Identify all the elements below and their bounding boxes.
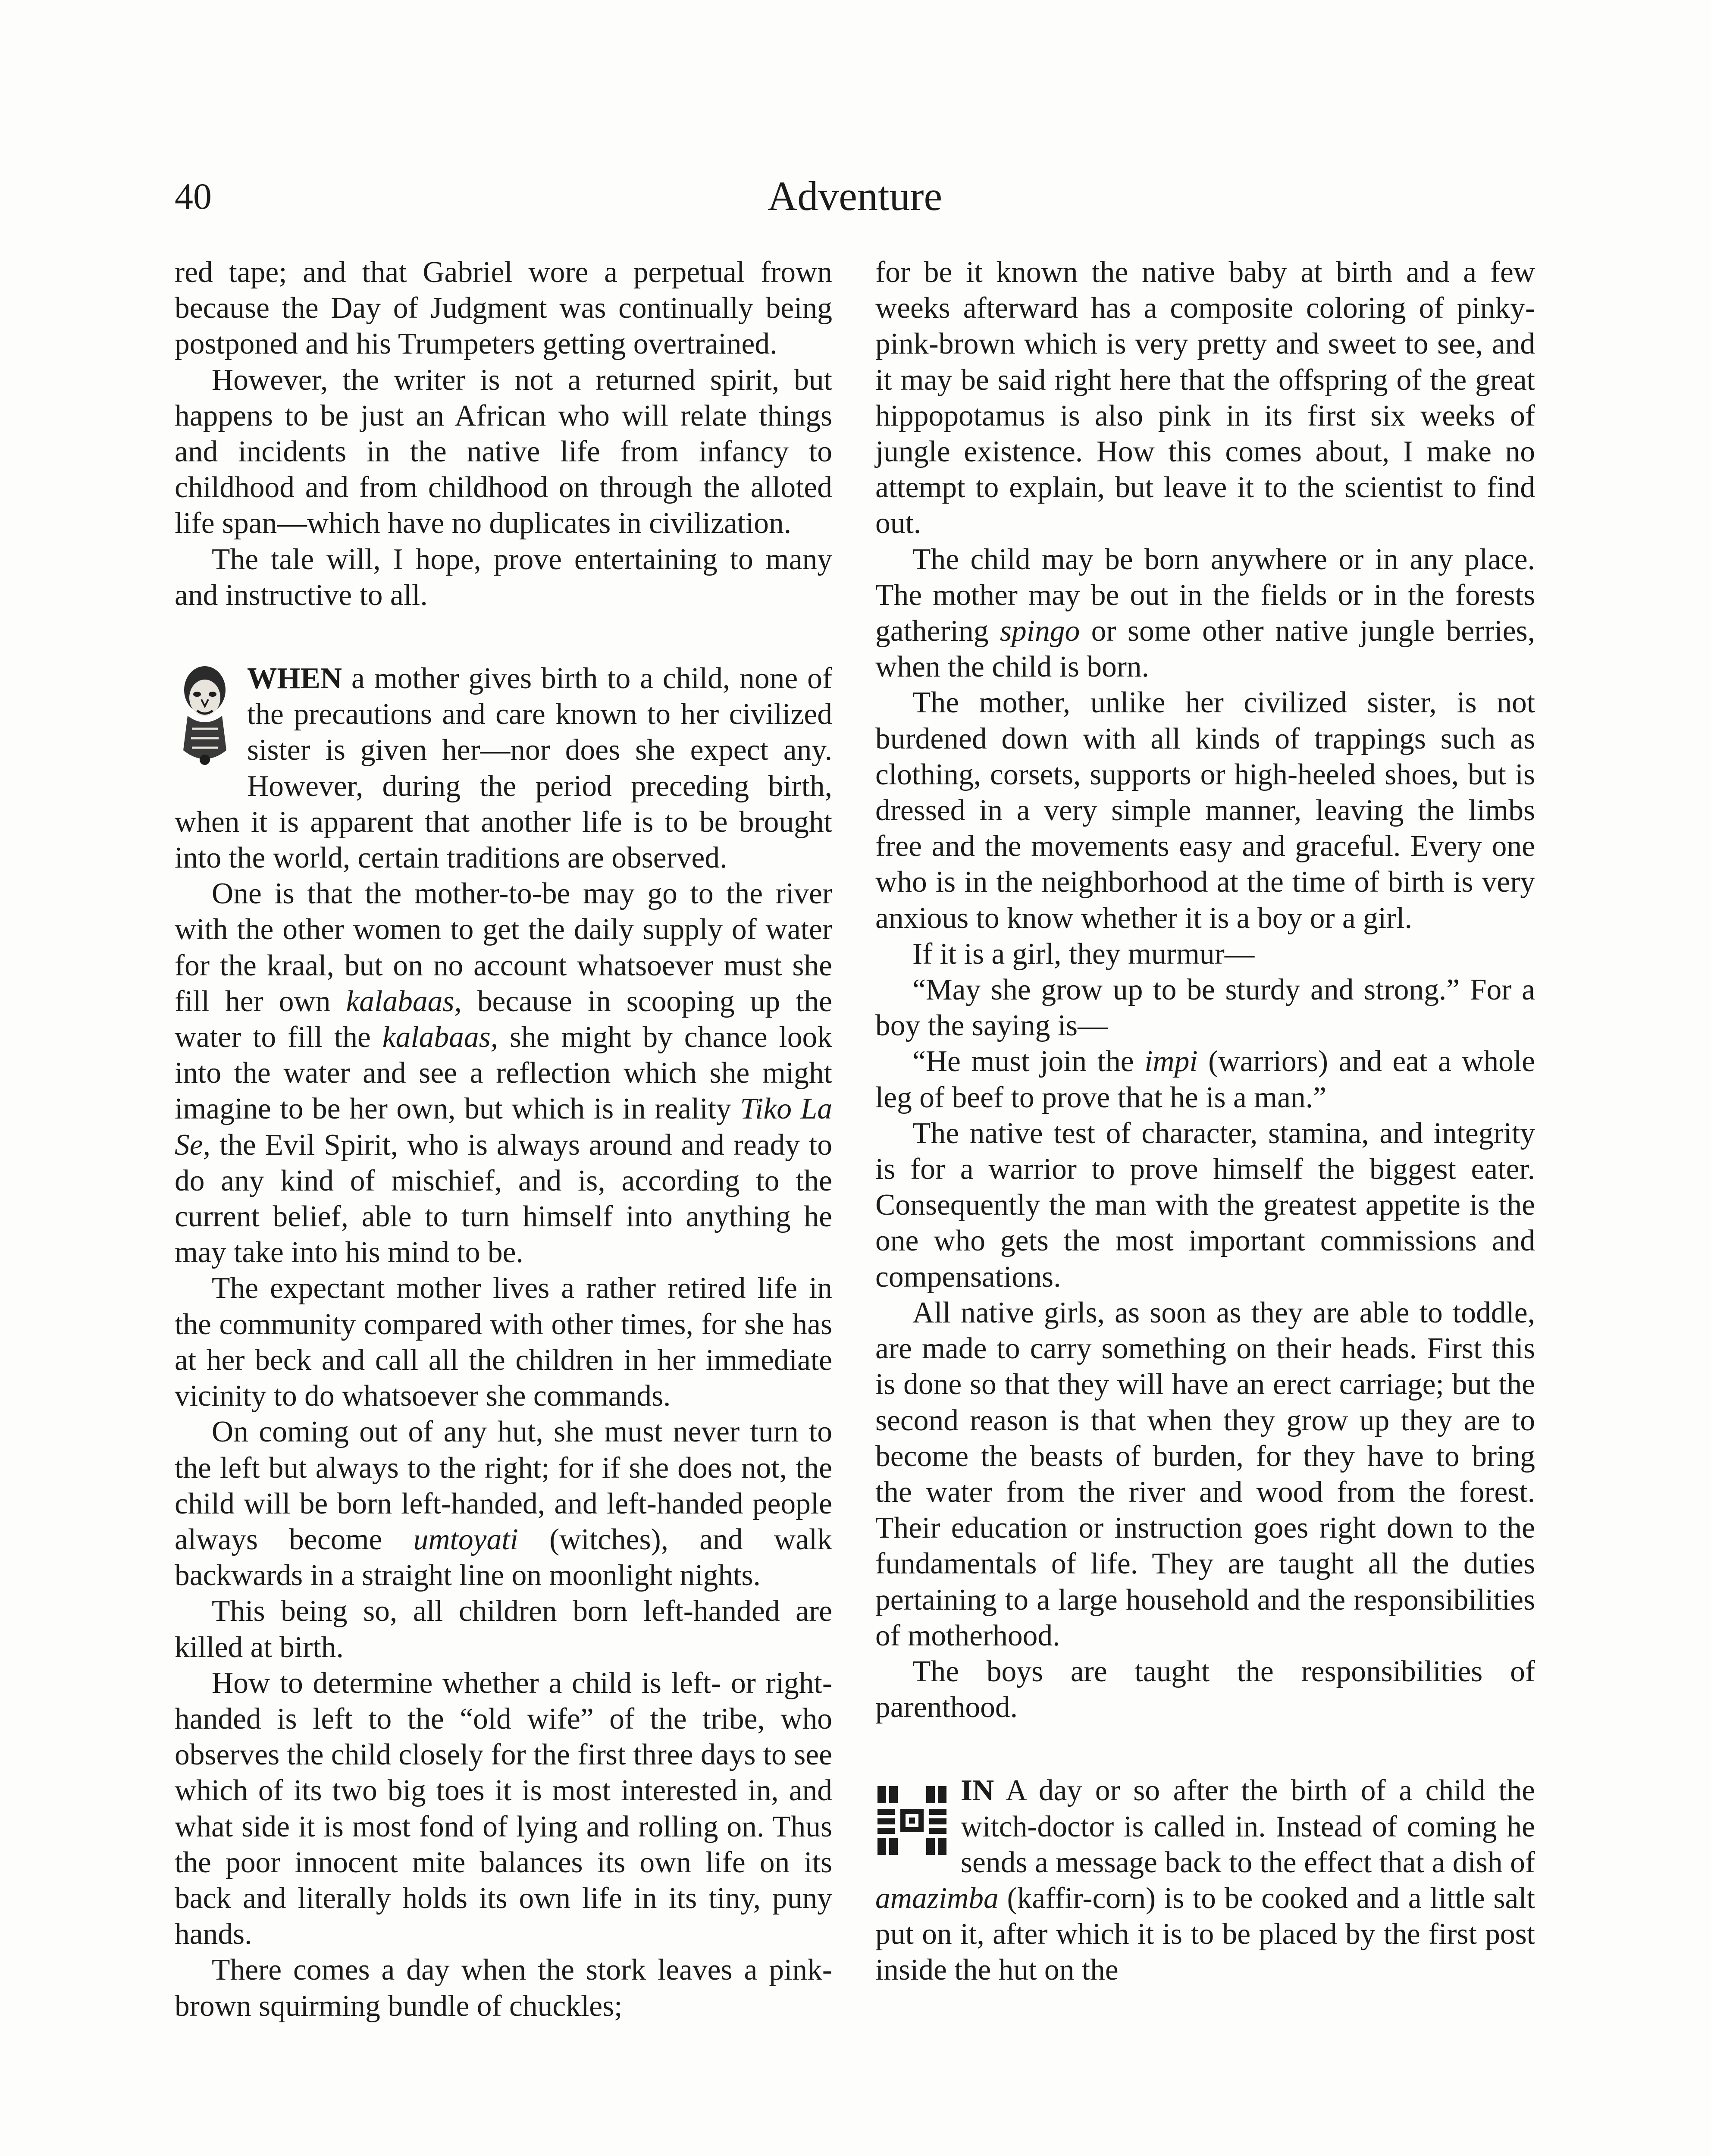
native-term: kalabaas, <box>346 984 462 1018</box>
left-column <box>175 254 832 2024</box>
native-term: Tiko La Se, <box>175 1092 832 1162</box>
paragraph: The boys are taught the responsibilities of parenthood. <box>875 1655 1535 1724</box>
paragraph: “May she grow up to be sturdy and strong.” For a boy the saying is— <box>875 973 1535 1043</box>
paragraph: On coming out of any hut, she must never turn to the left but always to the right; for if she does not, the child will be born left-handed, and left-handed people always become umtoyati (witches), and walk backwards in a straight line on moonlight nights. <box>175 1415 832 1592</box>
native-term: kalabaas, <box>382 1021 498 1054</box>
paragraph: There comes a day when the stork leaves a pink-brown squirming bundle of chuckles; <box>175 1953 832 2023</box>
african-mask-face-icon <box>175 664 235 778</box>
paragraph: red tape; and that Gabriel wore a perpetual frown because the Day of Judgment was continually being postponed and his Trumpeters getting overtrained. <box>175 256 832 361</box>
paragraph: The native test of character, stamina, and integrity is for a warrior to prove himself the biggest eater. Consequently the man with the greatest appetite is the one who gets the most important commissions and compensations. <box>875 1116 1535 1294</box>
native-term: amazimba <box>875 1881 999 1915</box>
paragraph: for be it known the native baby at birth and a few weeks afterward has a composite coloring of pinky-pink-brown which is very pretty and sweet to see, and it may be said right here that the offspring of the great hippopotamus is also pink in its first six weeks of jungle existence. How this comes about, I make no attempt to explain, but leave it to the scientist to find out. <box>875 256 1535 540</box>
geometric-pattern-icon <box>875 1776 949 1865</box>
page-number: 40 <box>175 175 212 217</box>
paragraph: The child may be born anywhere or in any place. The mother may be out in the fields or in the forests gathering spingo or some other native jungle berries, when the child is born. <box>875 542 1535 684</box>
paragraph: However, the writer is not a returned spirit, but happens to be just an African who will relate things and incidents in the native life from infancy to childhood and from childhood on through the alloted life span—which have no duplicates in civilization. <box>175 363 832 540</box>
paragraph: This being so, all children born left-handed are killed at birth. <box>175 1595 832 1664</box>
right-column <box>875 254 1535 1988</box>
native-term: spingo <box>1000 614 1080 648</box>
paragraph: If it is a girl, they murmur— <box>912 937 1255 971</box>
paragraph: How to determine whether a child is left- or right-handed is left to the “old wife” of the tribe, who observes the child closely for the first three days to see which of its two big toes it is most interested in, and what side it is most fond of lying and rolling on. Thus the poor innocent mite balances its own life on its back and literally holds its own life in its tiny, puny hands. <box>175 1666 832 1951</box>
dropcap-word: IN <box>961 1774 994 1808</box>
paragraph-with-dropcap: IN A day or so after the birth of a child the witch-doctor is called in. Instead of coming he sends a message back to the effect that a dish of amazimba (kaffir-corn) is to be cooked and a little salt put on it, after which it is to be placed by the first post inside the hut on the <box>875 1774 1535 1987</box>
running-header <box>175 170 1535 222</box>
native-term: umtoyati <box>413 1523 518 1556</box>
paragraph-with-dropcap: WHEN a mother gives birth to a child, none of the precautions and care known to her civilized sister is given her—nor does she expect any. However, during the period preceding birth, when it is apparent that another life is to be brought into the world, certain traditions are observed. <box>175 662 832 875</box>
running-title: Adventure <box>767 173 943 219</box>
dropcap-word: WHEN <box>247 662 342 696</box>
native-term: impi <box>1144 1045 1198 1078</box>
paragraph: One is that the mother-to-be may go to the river with the other women to get the daily supply of water for the kraal, but on no account whatsoever must she fill her own kalabaas, because in scooping up the water to fill the kalabaas, she might by chance look into the water and see a reflection which she might imagine to be her own, but which is in reality Tiko La Se, the Evil Spirit, who is always around and ready to do any kind of mischief, and is, according to the current belief, able to turn himself into anything he may take into his mind to be. <box>175 877 833 1269</box>
paragraph: The expectant mother lives a rather retired life in the community compared with other times, for she has at her beck and call all the children in her immediate vicinity to do whatsoever she commands. <box>175 1272 832 1413</box>
paragraph: The tale will, I hope, prove entertaining to many and instructive to all. <box>175 542 832 612</box>
paragraph: The mother, unlike her civilized sister, is not burdened down with all kinds of trappings such as clothing, corsets, supports or high-heeled shoes, but is dressed in a very simple manner, leaving the limbs free and the movements easy and graceful. Every one who is in the neighborhood at the time of birth is very anxious to know whether it is a boy or a girl. <box>875 686 1535 935</box>
paragraph: All native girls, as soon as they are able to toddle, are made to carry something on their heads. First this is done so that they will have an erect carriage; but the second reason is that when they grow up they are to become the beasts of burden, for they have to bring the water from the river and wood from the forest. Their education or instruction goes right down to the fundamentals of life. They are taught all the duties pertaining to a large household and the responsibilities of motherhood. <box>875 1296 1535 1652</box>
paragraph: “He must join the impi (warriors) and eat a whole leg of beef to prove that he is a man.” <box>875 1045 1536 1114</box>
